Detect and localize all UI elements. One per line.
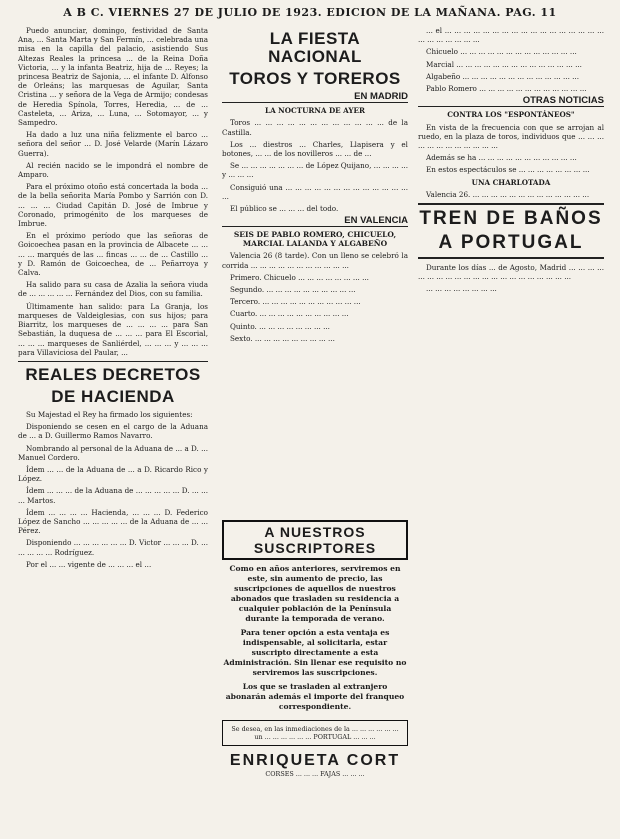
ad-paragraph: Los que se trasladen al extranjero abonarán además el importe del franqueo correspondiente.: [225, 682, 405, 711]
paragraph: En estos espectáculos se ... ... ... ... ... ... ... ...: [426, 165, 590, 175]
paragraph: Tercero. ... ... ... ... ... ... ... ... ... ... ...: [230, 297, 361, 307]
column-left: [18, 26, 208, 816]
paragraph: Ha salido para su casa de Azalia la señora viuda de ... ... ... ... ... Fernández del Dios, con su familia.: [18, 280, 208, 299]
brand-name: ENRIQUETA CORT: [229, 752, 401, 769]
column-right: [418, 26, 604, 816]
ad-paragraph: Para tener opción a esta ventaja es indispensable, al solicitarla, estar suscripto directamente a esta Administración. Sin llenar ese requisito no serviremos las suscripciones.: [223, 628, 407, 677]
page-header: A B C. VIERNES 27 DE JULIO DE 1923. EDICION DE LA MAÑANA. PAG. 11: [63, 6, 557, 19]
subheading-espontaneos: CONTRA LOS "ESPONTÁNEOS": [447, 110, 575, 120]
subheading-nocturna: LA NOCTURNA DE AYER: [265, 106, 365, 116]
paragraph: Sexto. ... ... ... ... ... ... ... ... ...: [230, 333, 335, 343]
paragraph: ... ... ... ... ... ... ... ...: [426, 284, 497, 294]
section-en-madrid: EN MADRID: [222, 92, 408, 103]
section-otras-noticias: OTRAS NOTICIAS: [418, 96, 604, 107]
brand-subtitle: CORSES ... ... ... FAJAS ... ... ...: [265, 770, 365, 778]
column-middle: [222, 26, 408, 516]
paragraph: Durante los días ... de Agosto, Madrid ... ... ... ... ... ... ... ... ... ... ... ... ... ... ... ... ... ... ... ... ...: [418, 263, 604, 282]
paragraph: Pablo Romero ... ... ... ... ... ... ... ... ... ... ... ...: [426, 84, 587, 94]
subscribers-banner: A NUESTROS SUSCRIPTORES: [222, 520, 408, 560]
paragraph: Cuarto. ... ... ... ... ... ... ... ... ... ...: [230, 309, 349, 319]
heading-reales-decretos: REALES DECRETOS: [25, 364, 201, 384]
paragraph: Para el próximo otoño está concertada la boda ... de la bella señorita María Pombo y Sarrión con D. ... ... ... Ciudad Capitán D. José de Imbrue y Coronado, primogénito de los marqueses de Imbrue.: [18, 182, 208, 229]
paragraph: Además se ha ... ... ... ... ... ... ... ... ... ... ...: [426, 153, 577, 163]
paragraph: Disponiendo ... ... ... ... ... ... D. Victor ... ... ... D. ... ... ... ... ... Rodríguez.: [18, 538, 208, 557]
paragraph: Marcial ... ... ... ... ... ... ... ... ... ... ... ... ... ...: [426, 59, 582, 69]
paragraph: Algabeño ... ... ... ... ... ... ... ... ... ... ... ... ...: [426, 71, 579, 81]
paragraph: Quinto. ... ... ... ... ... ... ... ...: [230, 321, 330, 331]
paragraph: Segundo. ... ... ... ... ... ... ... ... ... ...: [230, 285, 356, 295]
paragraph: Puedo anunciar, domingo, festividad de Santa Ana, ... Santa Marta y San Fermín, ... celebrada una misa en la capilla del palacio, asistiendo Sus Altezas Reales la princesa ... de la Reina Doña Victoria, ... y la infanta Beatriz, hija de ... Reyes; la princesa Beatriz de Sajonia, ... el infante D. Alfonso de Orleáns; las marquesas de Aguilar, Santa Cristina ... y señora de la Vega de Armijo; condesas de Heredia Spínola, Torres, Heredia, ... de ... Casteleta, ... Ariza, ... Luna, ... Sotomayor, ... y Sampedro.: [18, 26, 208, 128]
heading-toros-y-toreros: TOROS Y TOREROS: [229, 69, 401, 88]
paragraph: Disponiendo se cesen en el cargo de la Aduana de ... a D. Guillermo Ramos Navarro.: [18, 422, 208, 441]
paragraph: El público se ... ... ... del todo.: [230, 204, 339, 214]
paragraph: Al recién nacido se le impondrá el nombre de Amparo.: [18, 160, 208, 180]
subheading-charlotada: UNA CHARLOTADA: [471, 177, 551, 187]
paragraph: Ídem ... ... ... de la Aduana de ... ... ... ... ... D. ... ... ... Martos.: [18, 486, 208, 505]
heading-fiesta-nacional: LA FIESTA NACIONAL: [268, 29, 362, 66]
paragraph: Consiguió una ... ... ... ... ... ... ... ... ... ... ... ... ... ...: [222, 182, 408, 201]
paragraph: Por el ... ... vigente de ... ... ... el ...: [26, 559, 152, 569]
divider: [418, 203, 604, 205]
paragraph: Ídem ... ... ... ... Hacienda, ... ... ... D. Federico López de Sancho ... ... ... ... ... de la Aduana de ... ... Pérez.: [18, 507, 208, 536]
subheading-seis: SEIS DE PABLO ROMERO, CHICUELO, MARCIAL LALANDA Y ALGABEÑO: [233, 230, 397, 249]
paragraph: Toros ... ... ... ... ... ... ... ... ... ... ... ... de la Castilla.: [222, 118, 408, 137]
heading-tren-de-banos: TREN DE BAÑOS: [419, 208, 603, 230]
paragraph: Ha dado a luz una niña felizmente el barco ... señora del señor ... D. José Velarde (Marín Lázaro Guerra).: [18, 130, 208, 158]
divider: [18, 361, 208, 362]
paragraph: Chicuelo ... ... ... ... ... ... ... ... ... ... ... ... ...: [426, 47, 577, 57]
paragraph: Ídem ... ... de la Aduana de ... a D. Ricardo Rico y López.: [18, 464, 208, 484]
classified-box: Se desea, en las inmediaciones de la ... ... ... ... ... ... un ... ... ... ... ... ... PORTUGAL ... ... ...: [222, 720, 408, 746]
paragraph: En el próximo período que las señoras de Goicoechea pasan en la provincia de Albacete ... ... ... ... marqués de las ... fincas ... ... de ... Castillo ... y D. Ramón de Goicoechea, de ... Peñarroya y Calva.: [18, 231, 208, 278]
paragraph: En vista de la frecuencia con que se arrojan al ruedo, en la plaza de toros, individuos que ... ... ... ... ... ... ... ... ... ... ... ...: [418, 122, 604, 151]
section-en-valencia: EN VALENCIA: [222, 216, 408, 227]
paragraph: Nombrando al personal de la Aduana de ... a D. ... Manuel Cordero.: [18, 443, 208, 462]
paragraph: Se ... ... ... ... ... ... ... de López Quijano, ... ... ... ... y ... ... ...: [222, 161, 408, 180]
paragraph: Valencia 26 (8 tarde). Con un lleno se celebró la corrida ... ... ... ... ... ... ... ... ... ... ...: [222, 251, 408, 270]
paragraph: Su Majestad el Rey ha firmado los siguientes:: [26, 409, 193, 419]
paragraph: ... el ... ... ... ... ... ... ... ... ... ... ... ... ... ... ... ... ... ... ... ... ... ... ... ...: [418, 26, 604, 45]
paragraph: Los ... diestros ... Charles, Llapisera y el botones, ... ... de los novilleros ... ... de ...: [222, 139, 408, 159]
subscribers-advertisement: [222, 520, 408, 778]
heading-a-portugal: A PORTUGAL: [438, 232, 584, 254]
divider: [418, 257, 604, 259]
paragraph: Primero. Chicuelo ... ... ... ... ... ... ... ...: [230, 272, 369, 282]
paragraph: Últimamente han salido: para La Granja, los marqueses de Valdeiglesias, con sus hijos; para Biarritz, los marqueses de ... ... ... ... para San Sebastián, la duquesa de ... ... ... para El Escorial, ... ... ... marqueses de Sanliérdel, ... ... ... y ... ... ... para Villaviciosa del Paular, ...: [18, 301, 208, 357]
heading-de-hacienda: DE HACIENDA: [51, 386, 175, 406]
paragraph: Valencia 26. ... ... ... ... ... ... ... ... ... ... ... ... ...: [426, 189, 590, 199]
ad-paragraph: Como en años anteriores, serviremos en este, sin aumento de precio, las suscripciones de aquellos de nuestros abonados que trasladen su residencia a cualquier población de la Península durante la temporada de verano.: [229, 564, 401, 623]
